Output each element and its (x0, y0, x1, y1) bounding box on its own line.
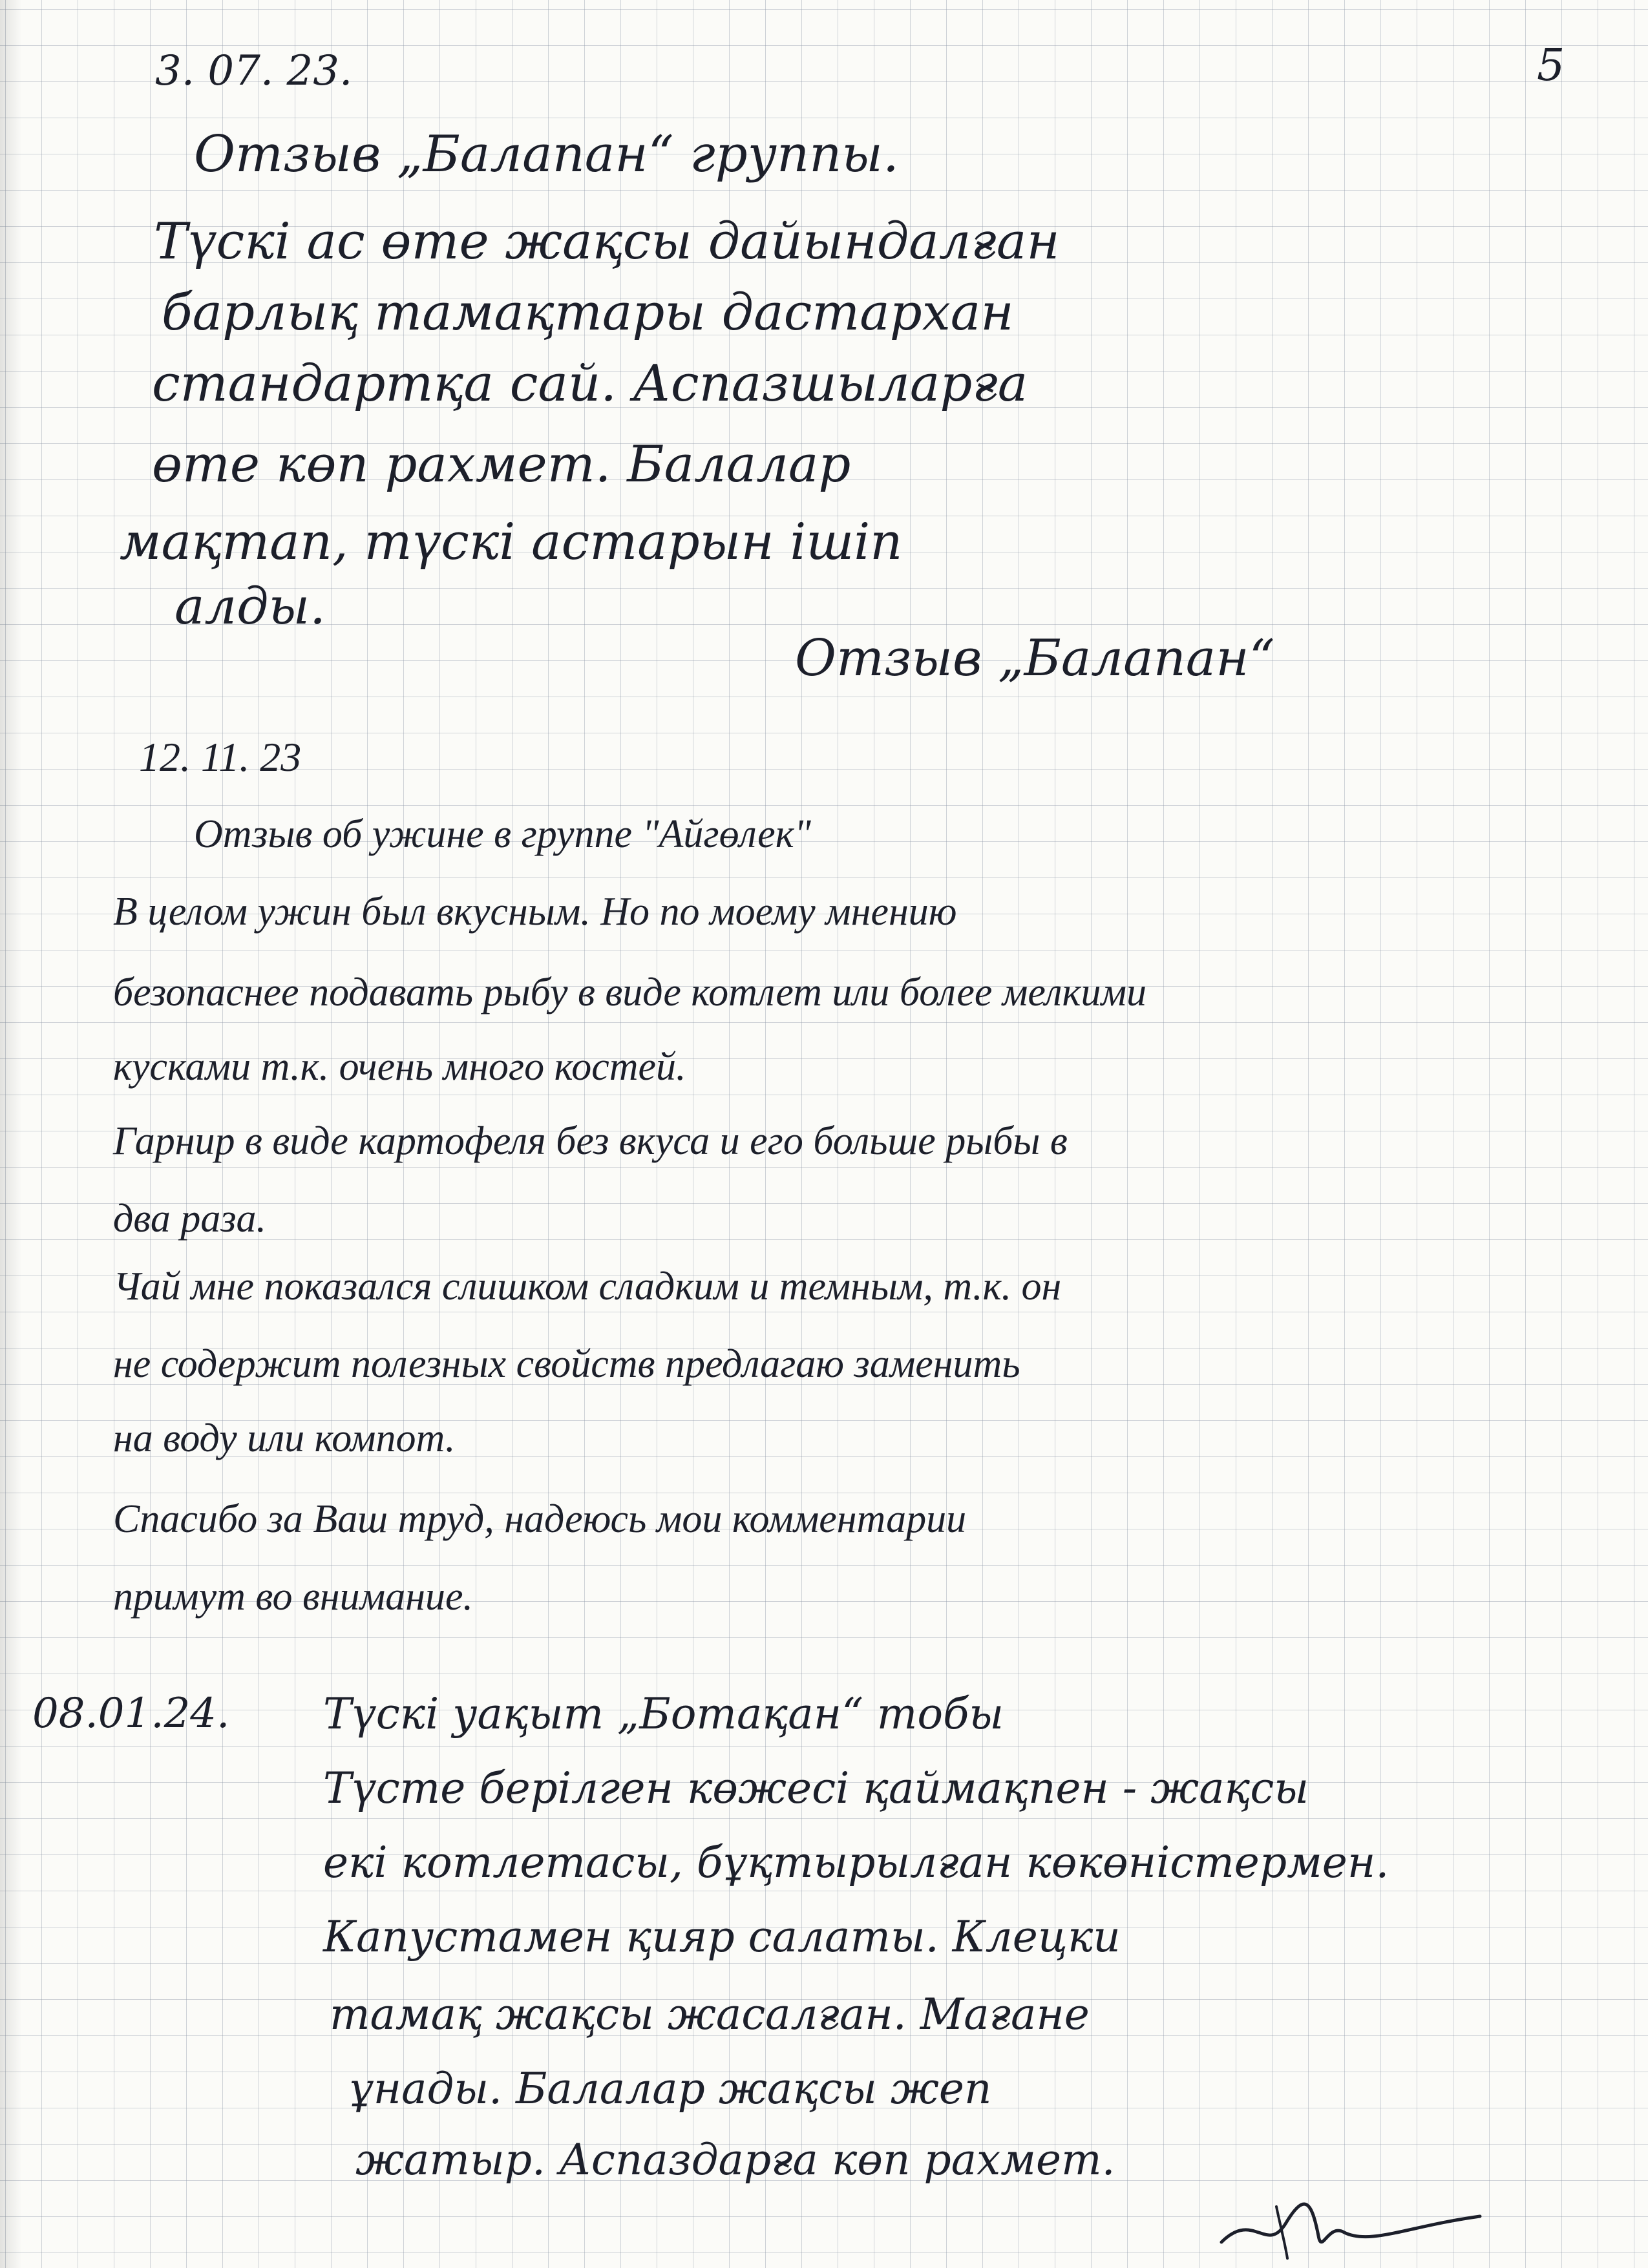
entry-line: екі котлетасы, бұқтырылған көкөністермен. (323, 1838, 1389, 1887)
entry-line: мақтап, түскі астарын ішіп (120, 513, 903, 571)
entry-line: два раза. (113, 1197, 267, 1241)
entry-date: 3. 07. 23. (155, 47, 353, 95)
entry-date: 12. 11. 23 (139, 734, 302, 780)
entry-line: кусками т.к. очень много костей. (113, 1045, 686, 1089)
entry-line: Түскі уақыт „Ботақан“ тобы (323, 1689, 1004, 1739)
entry-line: ұнады. Балалар жақсы жеп (349, 2064, 992, 2114)
entry-line: Чай мне показался слишком сладким и темным, т.к. он (113, 1265, 1062, 1308)
entry-line: Отзыв „Балапан“ группы. (194, 125, 899, 184)
handwritten-signature (1215, 2197, 1486, 2262)
page-number: 5 (1537, 40, 1565, 91)
entry-line: Гарнир в виде картофеля без вкуса и его больше рыбы в (113, 1119, 1068, 1163)
entry-line: өте көп рахмет. Балалар (152, 436, 851, 494)
entry-line: на воду или компот. (113, 1416, 456, 1460)
binding-edge (0, 0, 22, 2268)
entry-signature-text: Отзыв „Балапан“ (795, 629, 1275, 688)
entry-line: Капустамен қияр салаты. Клецки (323, 1912, 1121, 1962)
entry-line: жатыр. Аспаздарға көп рахмет. (355, 2135, 1115, 2185)
entry-line: В целом ужин был вкусным. Но по моему мнению (113, 890, 957, 934)
entry-line: Спасибо за Ваш труд, надеюсь мои комментарии (113, 1497, 967, 1541)
entry-line: примут во внимание. (113, 1575, 473, 1619)
entry-line: Отзыв об ужине в группе "Айгөлек" (194, 812, 811, 856)
entry-line: тамақ жақсы жасалған. Мағане (330, 1990, 1090, 2039)
entry-line: Түскі ас өте жақсы дайындалған (154, 213, 1060, 271)
entry-line: алды. (174, 578, 326, 636)
entry-line: не содержит полезных свойств предлагаю заменить (113, 1342, 1020, 1386)
entry-date: 08.01.24. (32, 1690, 230, 1738)
entry-line: Түсте берілген көжесі қаймақпен - жақсы (323, 1763, 1309, 1813)
entry-line: безопаснее подавать рыбу в виде котлет или более мелкими (113, 971, 1147, 1014)
entry-line: барлық тамақтары дастархан (162, 284, 1014, 342)
entry-line: стандартқа сай. Аспазшыларға (152, 355, 1028, 413)
